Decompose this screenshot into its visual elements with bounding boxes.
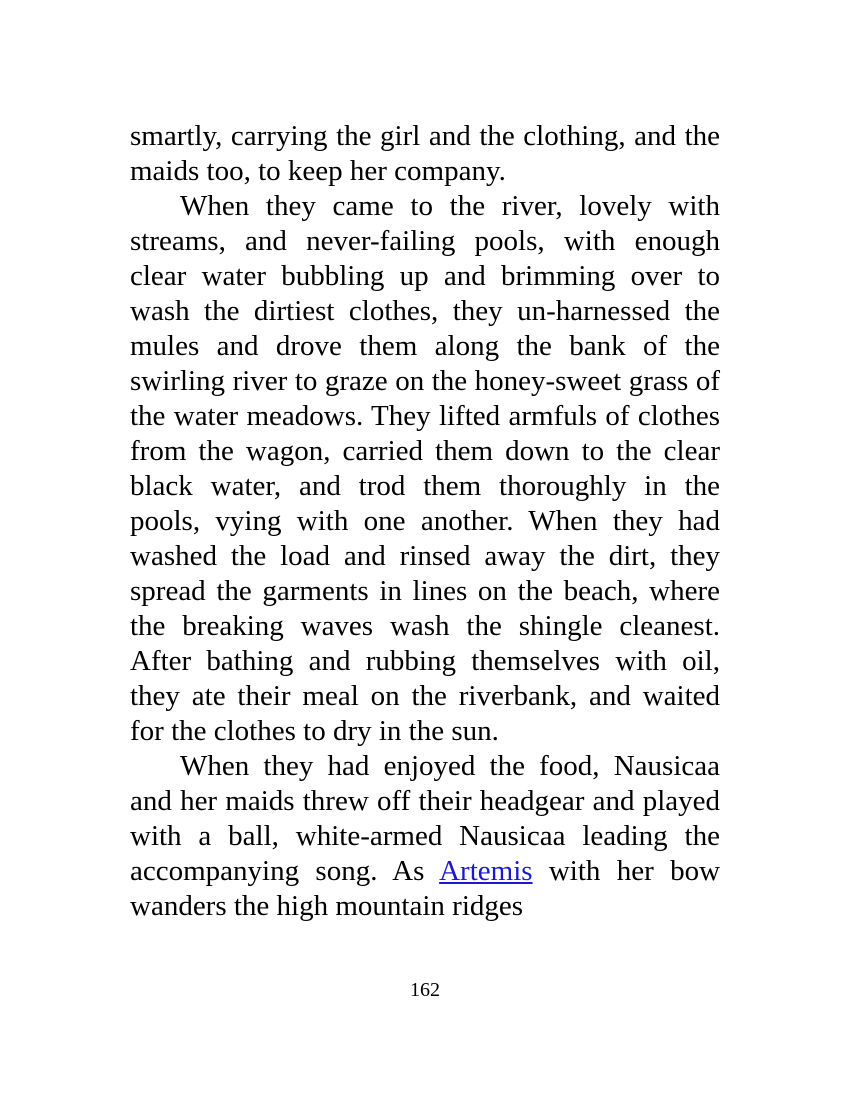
text-segment: smartly, carrying the girl and the clothing, and the maids too, to keep her company. xyxy=(130,120,720,187)
paragraph xyxy=(130,189,720,749)
text-segment: When they had enjoyed the food, Nausicaa and her maids threw off their headgear and played with a ball, white-armed Nausicaa leading the accompanying song. As xyxy=(130,750,720,887)
paragraph xyxy=(130,749,720,924)
link-artemis[interactable]: Artemis xyxy=(439,855,533,887)
text-segment: When they came to the river, lovely with streams, and never-failing pools, with enough clear water bubbling up and brimming over to wash the dirtiest clothes, they un-harnessed the mules and drove them along the bank of the swirling river to graze on the honey-sweet grass of the water meadows. They lifted armfuls of clothes from the wagon, carried them down to the clear black water, and trod them thoroughly in the pools, vying with one another. When they had washed the load and rinsed away the dirt, they spread the garments in lines on the beach, where the breaking waves wash the shingle cleanest. After bathing and rubbing themselves with oil, they ate their meal on the riverbank, and waited for the clothes to dry in the sun. xyxy=(130,190,720,747)
page-number: 162 xyxy=(410,979,440,1001)
paragraph xyxy=(130,119,720,189)
text-segment: with her bow wanders the high mountain ridges xyxy=(130,855,721,922)
body-text xyxy=(130,119,720,924)
